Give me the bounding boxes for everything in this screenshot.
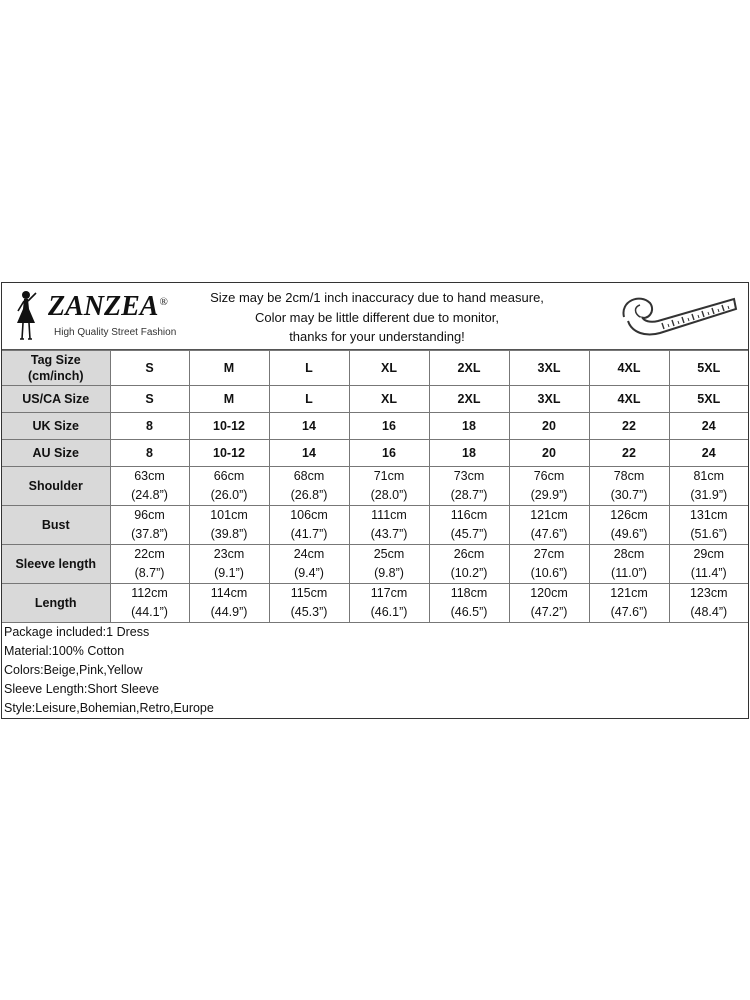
cell-inch: (10.6”) (530, 566, 568, 580)
cell-inch: (46.5”) (450, 605, 488, 619)
row-label-line: UK Size (32, 419, 80, 433)
table-row (2, 467, 748, 506)
table-row (2, 440, 748, 467)
cell-cm: 66cm (213, 469, 245, 483)
registered-mark: ® (159, 295, 168, 308)
cell-cm: 63cm (134, 469, 165, 483)
cell-inch: (29.9”) (530, 488, 568, 502)
cell-inch: (45.7”) (450, 527, 488, 541)
table-cell: XL (349, 351, 429, 386)
row-label (2, 584, 110, 623)
cell-cm: 116cm (450, 508, 488, 522)
table-cell (110, 545, 189, 584)
table-cell: M (189, 386, 269, 413)
table-row (2, 386, 748, 413)
table-cell: S (110, 386, 189, 413)
table-cell (429, 467, 509, 506)
cell-cm: 101cm (210, 508, 248, 522)
cell-inch: (37.8”) (131, 527, 168, 541)
cell-inch: (44.1”) (131, 605, 168, 619)
row-label (2, 440, 110, 467)
row-label (2, 386, 110, 413)
table-cell (509, 506, 589, 545)
cell-inch: (46.1”) (370, 605, 408, 619)
table-cell: 8 (110, 413, 189, 440)
table-cell: 5XL (669, 386, 748, 413)
cell-cm: 27cm (533, 547, 565, 561)
table-cell (349, 506, 429, 545)
table-cell (589, 584, 669, 623)
cell-cm: 117cm (370, 586, 408, 600)
table-cell (669, 467, 748, 506)
table-cell: 14 (269, 440, 349, 467)
table-cell: 16 (349, 413, 429, 440)
cell-cm: 68cm (293, 469, 325, 483)
table-cell (349, 545, 429, 584)
table-row (2, 545, 748, 584)
detail-style: Style:Leisure,Bohemian,Retro,Europe (4, 701, 214, 715)
table-cell: 18 (429, 440, 509, 467)
cell-cm: 121cm (530, 508, 568, 522)
table-cell: 16 (349, 440, 429, 467)
table-cell: M (189, 351, 269, 386)
cell-cm: 76cm (533, 469, 565, 483)
table-cell: L (269, 351, 349, 386)
row-label-line: Tag Size (30, 353, 81, 367)
table-cell (269, 467, 349, 506)
table-cell (509, 584, 589, 623)
cell-inch: (8.7”) (134, 566, 165, 580)
brand-name: ZANZEA (48, 291, 159, 322)
cell-inch: (49.6”) (610, 527, 648, 541)
table-cell (589, 506, 669, 545)
cell-inch: (47.2”) (530, 605, 568, 619)
cell-cm: 111cm (371, 508, 407, 522)
table-cell: 22 (589, 413, 669, 440)
table-cell (669, 584, 748, 623)
table-cell (669, 506, 748, 545)
row-label (2, 351, 110, 386)
table-cell (349, 584, 429, 623)
table-cell: 20 (509, 440, 589, 467)
cell-cm: 73cm (453, 469, 485, 483)
cell-cm: 26cm (453, 547, 485, 561)
detail-package: Package included:1 Dress (4, 625, 150, 639)
table-cell (509, 545, 589, 584)
cell-inch: (28.7”) (450, 488, 488, 502)
cell-inch: (47.6”) (610, 605, 648, 619)
cell-inch: (10.2”) (450, 566, 488, 580)
table-cell (429, 545, 509, 584)
row-label (2, 545, 110, 584)
cell-inch: (51.6”) (690, 527, 728, 541)
cell-cm: 106cm (290, 508, 328, 522)
measuring-tape-icon (616, 287, 742, 345)
table-cell: 3XL (509, 351, 589, 386)
table-row (2, 351, 748, 386)
cell-inch: (47.6”) (530, 527, 568, 541)
table-row (2, 584, 748, 623)
table-cell: 4XL (589, 386, 669, 413)
cell-cm: 81cm (693, 469, 725, 483)
table-cell (589, 467, 669, 506)
cell-cm: 118cm (450, 586, 488, 600)
table-cell: 20 (509, 413, 589, 440)
cell-cm: 22cm (134, 547, 165, 561)
cell-cm: 115cm (290, 586, 328, 600)
table-cell (110, 506, 189, 545)
cell-cm: 112cm (131, 586, 168, 600)
table-cell (429, 584, 509, 623)
row-label-line: Length (34, 596, 77, 610)
cell-inch: (26.0”) (210, 488, 248, 502)
table-cell: 18 (429, 413, 509, 440)
cell-cm: 71cm (373, 469, 405, 483)
cell-cm: 120cm (530, 586, 568, 600)
cell-inch: (11.4”) (690, 566, 727, 580)
detail-colors: Colors:Beige,Pink,Yellow (4, 663, 143, 677)
notice-line: thanks for your understanding! (289, 329, 465, 344)
table-cell: 22 (589, 440, 669, 467)
table-cell (269, 506, 349, 545)
cell-inch: (44.9”) (210, 605, 248, 619)
product-details (4, 623, 214, 718)
table-cell: 2XL (429, 386, 509, 413)
table-cell (189, 584, 269, 623)
row-label-line: Shoulder (28, 479, 83, 493)
row-label-line: (cm/inch) (27, 369, 84, 383)
cell-inch: (45.3”) (290, 605, 328, 619)
table-cell (189, 467, 269, 506)
table-cell (589, 545, 669, 584)
detail-material: Material:100% Cotton (4, 644, 125, 658)
table-cell (189, 545, 269, 584)
cell-inch: (28.0”) (370, 488, 408, 502)
notice-line: Size may be 2cm/1 inch inaccuracy due to hand measure, (210, 290, 544, 305)
cell-inch: (30.7”) (610, 488, 648, 502)
cell-cm: 23cm (213, 547, 245, 561)
woman-silhouette-icon (12, 289, 40, 345)
table-cell: S (110, 351, 189, 386)
cell-inch: (43.7”) (370, 527, 408, 541)
table-cell (269, 584, 349, 623)
table-cell: 3XL (509, 386, 589, 413)
cell-cm: 28cm (613, 547, 645, 561)
cell-inch: (39.8”) (210, 527, 248, 541)
cell-cm: 24cm (293, 547, 325, 561)
table-cell (189, 506, 269, 545)
brand-logo (12, 289, 202, 345)
cell-cm: 25cm (373, 547, 405, 561)
cell-inch: (41.7”) (290, 527, 328, 541)
row-label-line: Sleeve length (15, 557, 97, 571)
cell-inch: (11.0”) (611, 566, 647, 580)
chart-header (2, 283, 748, 350)
table-cell: L (269, 386, 349, 413)
brand-tagline: High Quality Street Fashion (54, 327, 177, 338)
size-table (2, 350, 748, 623)
cell-cm: 131cm (689, 508, 728, 522)
row-label (2, 413, 110, 440)
cell-cm: 121cm (610, 586, 648, 600)
cell-inch: (9.1”) (214, 566, 244, 580)
table-cell: XL (349, 386, 429, 413)
cell-inch: (9.8”) (374, 566, 404, 580)
cell-cm: 78cm (613, 469, 645, 483)
table-cell (429, 506, 509, 545)
table-cell: 24 (669, 413, 748, 440)
table-row (2, 413, 748, 440)
table-cell (669, 545, 748, 584)
cell-inch: (26.8”) (290, 488, 328, 502)
table-cell (110, 584, 189, 623)
table-cell (110, 467, 189, 506)
row-label (2, 506, 110, 545)
table-cell (349, 467, 429, 506)
cell-cm: 114cm (210, 586, 248, 600)
table-cell (269, 545, 349, 584)
table-row (2, 506, 748, 545)
cell-cm: 96cm (134, 508, 165, 522)
size-chart (1, 282, 749, 719)
table-cell: 14 (269, 413, 349, 440)
table-cell (509, 467, 589, 506)
notice-line: Color may be little different due to monitor, (255, 309, 499, 325)
detail-sleeve-length: Sleeve Length:Short Sleeve (4, 682, 159, 696)
cell-inch: (31.9”) (690, 488, 728, 502)
row-label-line: AU Size (32, 446, 80, 460)
cell-inch: (9.4”) (294, 566, 324, 580)
row-label (2, 467, 110, 506)
measurement-notice (182, 288, 572, 347)
table-cell: 8 (110, 440, 189, 467)
table-cell: 4XL (589, 351, 669, 386)
cell-inch: (48.4”) (690, 605, 728, 619)
table-cell: 10-12 (189, 440, 269, 467)
row-label-line: US/CA Size (22, 392, 90, 406)
cell-cm: 126cm (610, 508, 648, 522)
row-label-line: Bust (41, 518, 70, 532)
table-cell: 10-12 (189, 413, 269, 440)
table-cell: 5XL (669, 351, 748, 386)
cell-cm: 29cm (693, 547, 725, 561)
table-cell: 2XL (429, 351, 509, 386)
cell-cm: 123cm (689, 586, 728, 600)
cell-inch: (24.8”) (131, 488, 168, 502)
table-cell: 24 (669, 440, 748, 467)
